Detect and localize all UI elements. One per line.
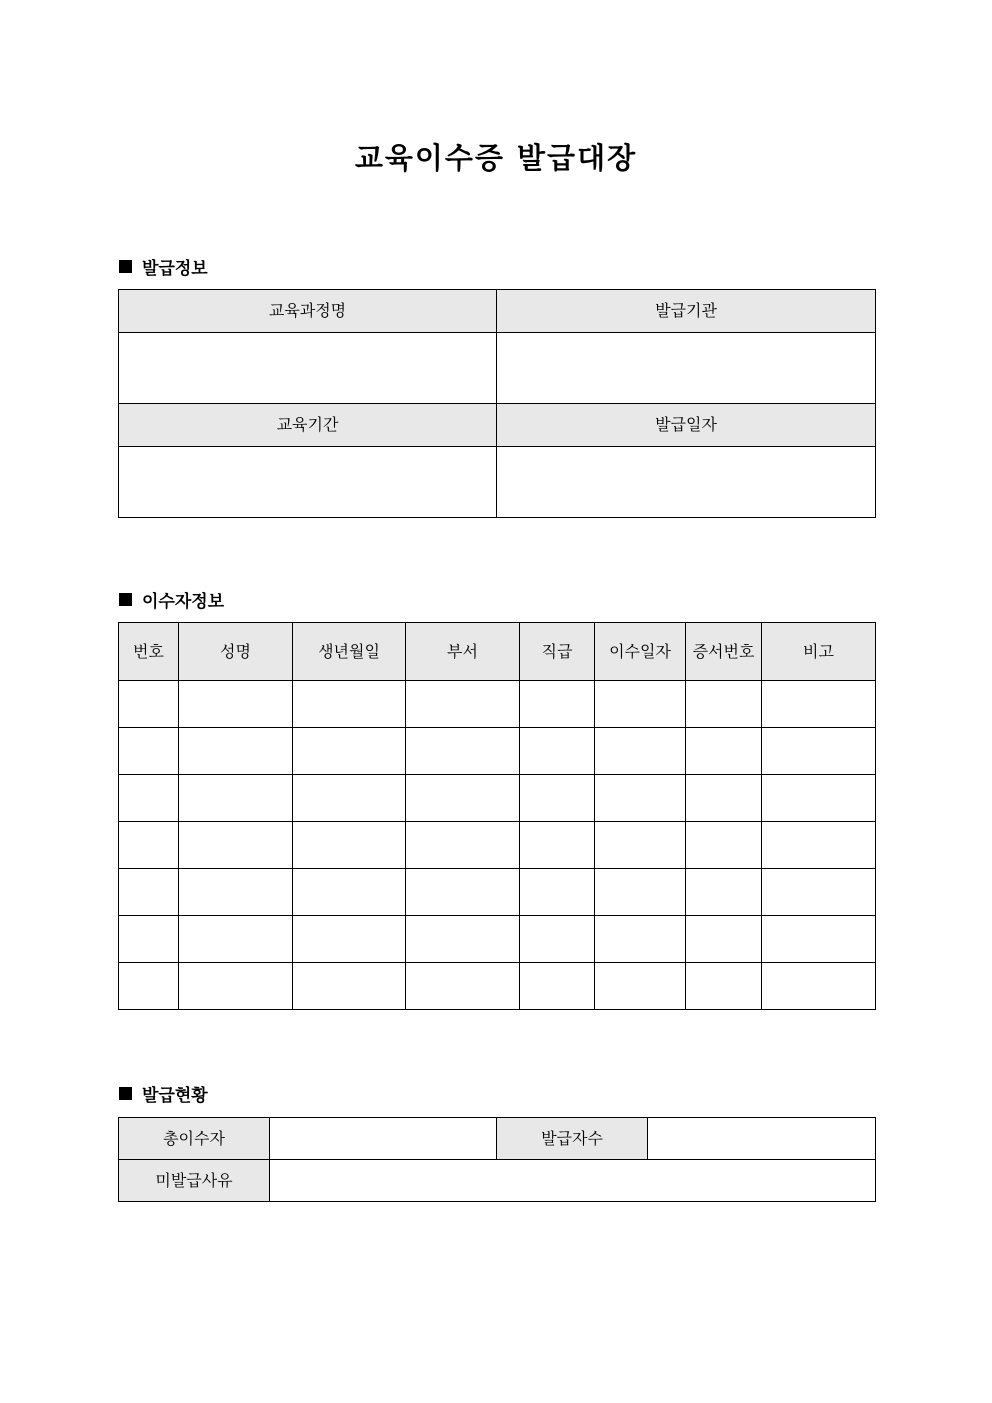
- table-cell[interactable]: [595, 916, 686, 963]
- table-cell[interactable]: [119, 681, 179, 728]
- table-cell[interactable]: [520, 681, 595, 728]
- table-cell[interactable]: [520, 963, 595, 1010]
- table-row: [119, 775, 876, 822]
- table-cell[interactable]: [119, 775, 179, 822]
- completer-table: [118, 622, 876, 1010]
- table-cell[interactable]: [686, 916, 762, 963]
- column-header: 성명: [179, 623, 293, 681]
- table-cell[interactable]: [179, 775, 293, 822]
- column-header: 이수일자: [595, 623, 686, 681]
- issue-date-label: 발급일자: [497, 404, 876, 447]
- table-cell[interactable]: [686, 822, 762, 869]
- course-name-field[interactable]: [119, 333, 497, 404]
- page-title: 교육이수증 발급대장: [354, 141, 638, 175]
- issuer-field[interactable]: [497, 333, 876, 404]
- table-cell[interactable]: [686, 869, 762, 916]
- square-bullet-icon: [119, 260, 132, 273]
- non-issue-reason-field[interactable]: [270, 1160, 876, 1202]
- table-cell[interactable]: [762, 728, 876, 775]
- table-cell[interactable]: [520, 775, 595, 822]
- table-cell[interactable]: [179, 963, 293, 1010]
- table-cell[interactable]: [520, 728, 595, 775]
- table-header-row: [119, 623, 876, 681]
- course-name-label: 교육과정명: [119, 290, 497, 333]
- section-heading-label: 발급현황: [142, 1086, 208, 1106]
- table-cell[interactable]: [406, 822, 520, 869]
- table-cell[interactable]: [762, 869, 876, 916]
- issued-count-label: 발급자수: [497, 1118, 648, 1160]
- table-cell[interactable]: [595, 728, 686, 775]
- table-cell[interactable]: [119, 728, 179, 775]
- non-issue-reason-label: 미발급사유: [119, 1160, 270, 1202]
- table-cell[interactable]: [406, 916, 520, 963]
- table-cell[interactable]: [595, 822, 686, 869]
- table-cell[interactable]: [520, 822, 595, 869]
- table-cell[interactable]: [293, 681, 406, 728]
- table-cell[interactable]: [293, 775, 406, 822]
- period-label: 교육기간: [119, 404, 497, 447]
- table-cell[interactable]: [595, 963, 686, 1010]
- issue-date-field[interactable]: [497, 447, 876, 518]
- section-heading-issue-status: [119, 1081, 208, 1106]
- table-cell[interactable]: [293, 869, 406, 916]
- table-cell[interactable]: [762, 681, 876, 728]
- table-cell[interactable]: [595, 869, 686, 916]
- column-header: 부서: [406, 623, 520, 681]
- table-cell[interactable]: [520, 916, 595, 963]
- table-cell[interactable]: [293, 728, 406, 775]
- table-cell[interactable]: [686, 728, 762, 775]
- table-cell[interactable]: [686, 681, 762, 728]
- issue-status-table: [118, 1117, 876, 1202]
- table-cell[interactable]: [762, 963, 876, 1010]
- table-cell[interactable]: [406, 681, 520, 728]
- table-cell[interactable]: [179, 681, 293, 728]
- table-cell[interactable]: [406, 963, 520, 1010]
- table-cell[interactable]: [686, 963, 762, 1010]
- square-bullet-icon: [119, 593, 132, 606]
- column-header: 생년월일: [293, 623, 406, 681]
- section-heading-completer-info: [119, 587, 224, 612]
- table-row: [119, 963, 876, 1010]
- column-header: 직급: [520, 623, 595, 681]
- table-cell[interactable]: [293, 916, 406, 963]
- table-cell[interactable]: [119, 869, 179, 916]
- section-heading-issue-info: [119, 254, 208, 279]
- period-field[interactable]: [119, 447, 497, 518]
- table-row: [119, 822, 876, 869]
- total-completers-field[interactable]: [270, 1118, 497, 1160]
- table-cell[interactable]: [686, 775, 762, 822]
- table-cell[interactable]: [119, 963, 179, 1010]
- table-row: [119, 681, 876, 728]
- table-cell[interactable]: [762, 916, 876, 963]
- table-cell[interactable]: [762, 775, 876, 822]
- column-header: 증서번호: [686, 623, 762, 681]
- issue-info-table: [118, 289, 876, 518]
- issuer-label: 발급기관: [497, 290, 876, 333]
- table-cell[interactable]: [595, 681, 686, 728]
- table-row: [119, 916, 876, 963]
- square-bullet-icon: [119, 1087, 132, 1100]
- total-completers-label: 총이수자: [119, 1118, 270, 1160]
- column-header: 비고: [762, 623, 876, 681]
- table-cell[interactable]: [179, 869, 293, 916]
- table-cell[interactable]: [520, 869, 595, 916]
- table-cell[interactable]: [119, 822, 179, 869]
- table-cell[interactable]: [293, 822, 406, 869]
- table-cell[interactable]: [293, 963, 406, 1010]
- table-cell[interactable]: [406, 869, 520, 916]
- table-cell[interactable]: [179, 916, 293, 963]
- table-row: [119, 728, 876, 775]
- table-cell[interactable]: [179, 822, 293, 869]
- table-cell[interactable]: [595, 775, 686, 822]
- table-cell[interactable]: [179, 728, 293, 775]
- table-cell[interactable]: [406, 775, 520, 822]
- issued-count-field[interactable]: [648, 1118, 876, 1160]
- table-cell[interactable]: [119, 916, 179, 963]
- section-heading-label: 이수자정보: [142, 592, 225, 612]
- column-header: 번호: [119, 623, 179, 681]
- table-cell[interactable]: [762, 822, 876, 869]
- table-cell[interactable]: [406, 728, 520, 775]
- section-heading-label: 발급정보: [142, 259, 208, 279]
- table-row: [119, 869, 876, 916]
